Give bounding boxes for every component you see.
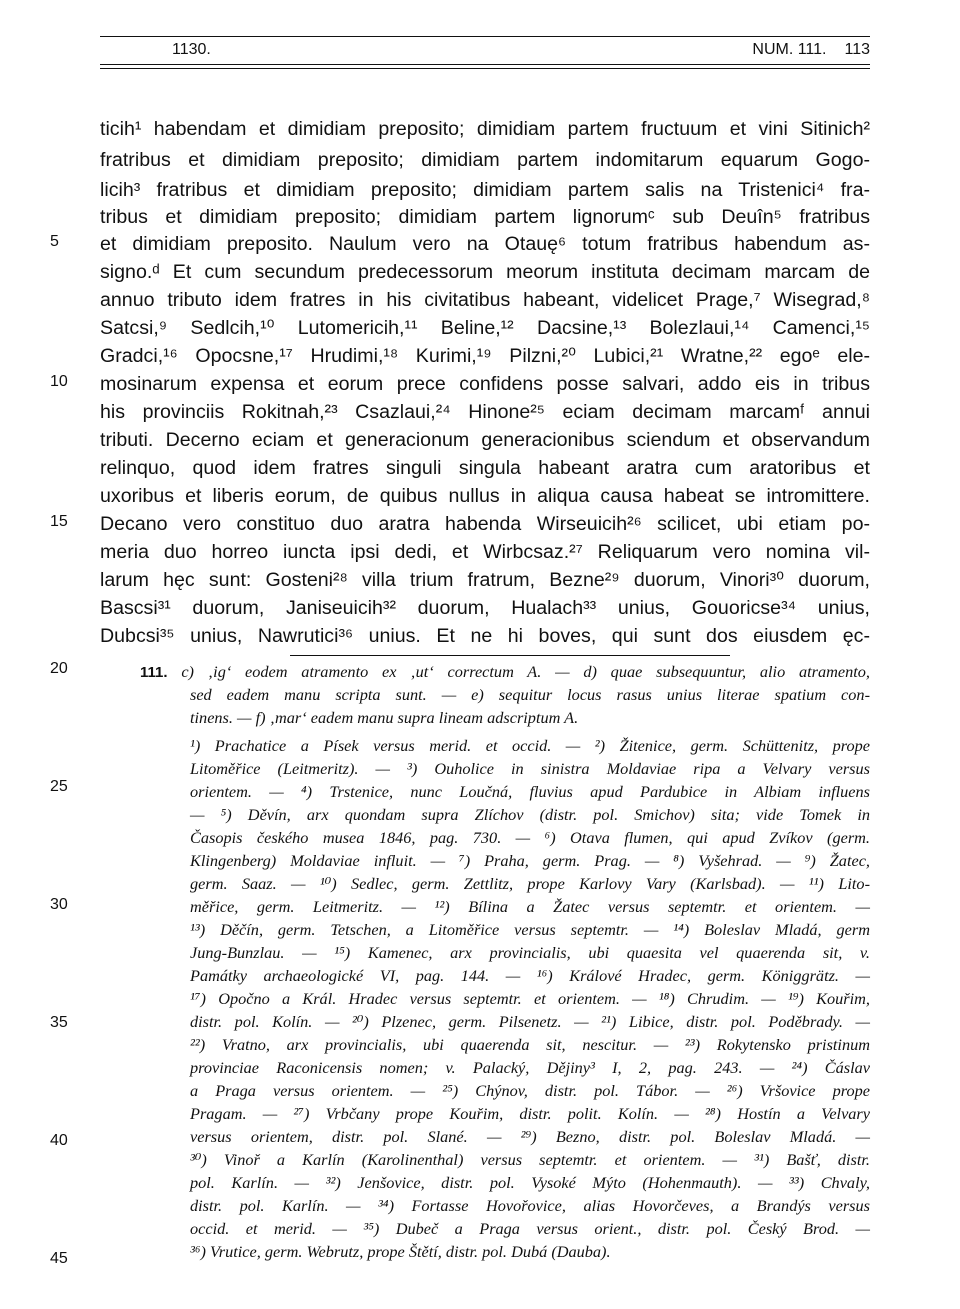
footnote-line: měřice, germ. Leitmeritz. — ¹²) Bílina a Žatec versus septemtr. et orientem. — xyxy=(190,897,870,916)
text-line: et dimidiam preposito. Naulum vero na Otauę⁶ totum fratribus habendum as- xyxy=(100,233,870,255)
footnote-line: a Praga versus orientem. — ²⁵) Chýnov, distr. pol. Tábor. — ²⁶) Vršovice prope xyxy=(190,1081,870,1100)
footnote-line: — ⁵) Děvín, arx quondam supra Zlíchov (distr. pol. Smichov) sita; vide Tomek in xyxy=(190,805,870,824)
footnote-line: sed eadem manu scripta sunt. — e) sequitur locus rasus unius literae spatium con- xyxy=(190,685,870,704)
page-number: 113 xyxy=(844,41,870,58)
line-number: 20 xyxy=(50,660,68,677)
text-line: Gradci,¹⁶ Opocsne,¹⁷ Hrudimi,¹⁸ Kurimi,¹⁹ Pilzni,²⁰ Lubici,²¹ Wratne,²² egoᵉ ele- xyxy=(100,345,870,367)
footnote-line xyxy=(140,661,870,683)
footnote-line: ¹⁷) Opočno a Král. Hradec versus septemtr. et orientem. — ¹⁸) Chrudim. — ¹⁹) Kouřim, xyxy=(190,989,870,1008)
header-rule-double xyxy=(100,68,870,69)
text-line: ticih¹ habendam et dimidiam preposito; dimidiam partem fructuum et vini Sitinich² xyxy=(100,118,870,140)
line-number: 15 xyxy=(50,513,68,530)
header-rule xyxy=(100,64,870,65)
footnote-line: ¹³) Děčín, germ. Tetschen, a Litoměřice versus septemtr. — ¹⁴) Boleslav Mladá, germ xyxy=(190,920,870,939)
footnote-line: Časopis českého musea 1846, pag. 730. — ⁶) Otava flumen, qui apud Zvíkov (germ. xyxy=(190,828,870,847)
footnote-separator xyxy=(290,655,730,656)
text-line: Satcsi,⁹ Sedlcih,¹⁰ Lutomericih,¹¹ Beline,¹² Dacsine,¹³ Bolezlaui,¹⁴ Camenci,¹⁵ xyxy=(100,317,870,339)
text-line: Decano vero constituo duo aratra habenda Wirseuicih²⁶ scilicet, ubi etiam po- xyxy=(100,513,870,535)
text-line: fratribus et dimidiam preposito; dimidiam partem indomitarum equarum Gogo- xyxy=(100,149,870,171)
line-number: 45 xyxy=(50,1250,68,1267)
footnote-line: ³⁰) Vinoř a Karlín (Karolinenthal) versus septemtr. et orientem. — ³¹) Bašť, distr. xyxy=(190,1150,870,1169)
footnote-line: occid. et merid. — ³⁵) Dubeč a Praga versus orient., distr. pol. Český Brod. — xyxy=(190,1219,870,1238)
header-year: 1130. xyxy=(172,41,211,58)
text-line: annuo tributo idem fratres in his civitatibus habeant, videlicet Prage,⁷ Wisegrad,⁸ xyxy=(100,289,870,311)
line-number: 25 xyxy=(50,778,68,795)
footnote-label: 111. xyxy=(140,664,168,681)
text-line: signo.ᵈ Et cum secundum predecessorum meorum instituta decimam marcam de xyxy=(100,261,870,283)
footnote-line: Památky archaeologické VI, pag. 144. — ¹⁶) Králové Hradec, germ. Königgrätz. — xyxy=(190,966,870,985)
text-line: licih³ fratribus et dimidiam preposito; dimidiam partem salis na Tristenici⁴ fra- xyxy=(100,179,870,201)
line-number: 10 xyxy=(50,373,68,390)
footnote-line: Pragam. — ²⁷) Vrbčany prope Kouřim, distr. polit. Kolín. — ²⁸) Hostín a Velvary xyxy=(190,1104,870,1123)
footnote-line: provinciae Raconicensis nomen; v. Palacký, Dějiny³ I, 2, pag. 243. — ²⁴) Čáslav xyxy=(190,1058,870,1077)
footnote-line: ²²) Vratno, arx provincialis, ubi quaerenda sit, nescitur. — ²³) Rokytensko pristinum xyxy=(190,1035,870,1054)
line-number: 5 xyxy=(50,233,59,250)
footnote-line: tinens. — f) ‚mar‘ eadem manu supra lineam adscriptum A. xyxy=(190,708,579,727)
text-line: tribus et dimidiam preposito; dimidiam partem lignorumᶜ sub Deuîn⁵ fratribus xyxy=(100,206,870,228)
footnote-line: ¹) Prachatice a Písek versus merid. et occid. — ²) Žitenice, germ. Schüttenitz, prope xyxy=(190,736,870,755)
text-line: tributi. Decerno eciam et generacionum generacionibus sciendum et observandum xyxy=(100,429,870,451)
text-line: relinquo, quod idem fratres singuli singula habeant aratra cum aratoribus et xyxy=(100,457,870,479)
footnote-line: Litoměřice (Leitmeritz). — ³) Ouholice in sinistra Moldaviae ripa a Velvary versus xyxy=(190,759,870,778)
text-line: larum hęc sunt: Gosteni²⁸ villa trium fratrum, Bezne²⁹ duorum, Vinori³⁰ duorum, xyxy=(100,569,870,591)
text-line: uxoribus et liberis eorum, de quibus nullus in aliqua causa habeat se intromittere. xyxy=(100,485,870,507)
header-right xyxy=(752,41,870,59)
text-line: Bascsi³¹ duorum, Janiseuicih³² duorum, Hualach³³ unius, Gouoricse³⁴ unius, xyxy=(100,597,870,619)
text-line: meria duo horreo iuncta ipsi dedi, et Wirbcsaz.²⁷ Reliquarum vero nomina vil- xyxy=(100,541,870,563)
footnote-text: c) ‚ig‘ eodem atramento ex ‚ut‘ correctum A. — d) quae subsequuntur, alio atramento, xyxy=(181,662,870,681)
footnote-line: ³⁶) Vrutice, germ. Webrutz, prope Štětí, distr. pol. Dubá (Dauba). xyxy=(190,1242,611,1261)
header-document-number: NUM. 111. xyxy=(752,41,827,58)
line-number: 35 xyxy=(50,1014,68,1031)
footnote-line: Jung-Bunzlau. — ¹⁵) Kamenec, arx provincialis, ubi quaesita vel quaerenda sit, v. xyxy=(190,943,870,962)
footnote-line: Klingenberg) Moldaviae influit. — ⁷) Praha, germ. Prag. — ⁸) Vyšehrad. — ⁹) Žatec, xyxy=(190,851,870,870)
footnote-line: orientem. — ⁴) Trstenice, nunc Loučná, fluvius apud Pardubice in Albiam influens xyxy=(190,782,870,801)
footnote-line: pol. Karlín. — ³²) Jenšovice, distr. pol. Vysoké Mýto (Hohenmauth). — ³³) Chvaly, xyxy=(190,1173,870,1192)
footnote-line: distr. pol. Karlín. — ³⁴) Fortasse Hovořovice, alias Hovorčeves, a Brandýs versus xyxy=(190,1196,870,1215)
line-number: 30 xyxy=(50,896,68,913)
footnote-line: versus orientem, distr. pol. Slané. — ²⁹) Bezno, distr. pol. Boleslav Mladá. — xyxy=(190,1127,870,1146)
footnote-line: distr. pol. Kolín. — ²⁰) Plzenec, germ. Pilsenetz. — ²¹) Libice, distr. pol. Poděbrady. — xyxy=(190,1012,870,1031)
line-number: 40 xyxy=(50,1132,68,1149)
running-header xyxy=(100,36,870,59)
footnote-line: germ. Saaz. — ¹⁰) Sedlec, germ. Zettlitz, prope Karlovy Vary (Karlsbad). — ¹¹) Lito- xyxy=(190,874,870,893)
text-line: Dubcsi³⁵ unius, Nawrutici³⁶ unius. Et ne hi boves, qui sunt dos eiusdem ęc- xyxy=(100,625,870,647)
text-line: his provinciis Rokitnah,²³ Csazlaui,²⁴ Hinone²⁵ eciam decimam marcamᶠ annui xyxy=(100,401,870,423)
text-line: mosinarum expensa et eorum prece confidens posse salvari, addo eis in tribus xyxy=(100,373,870,395)
